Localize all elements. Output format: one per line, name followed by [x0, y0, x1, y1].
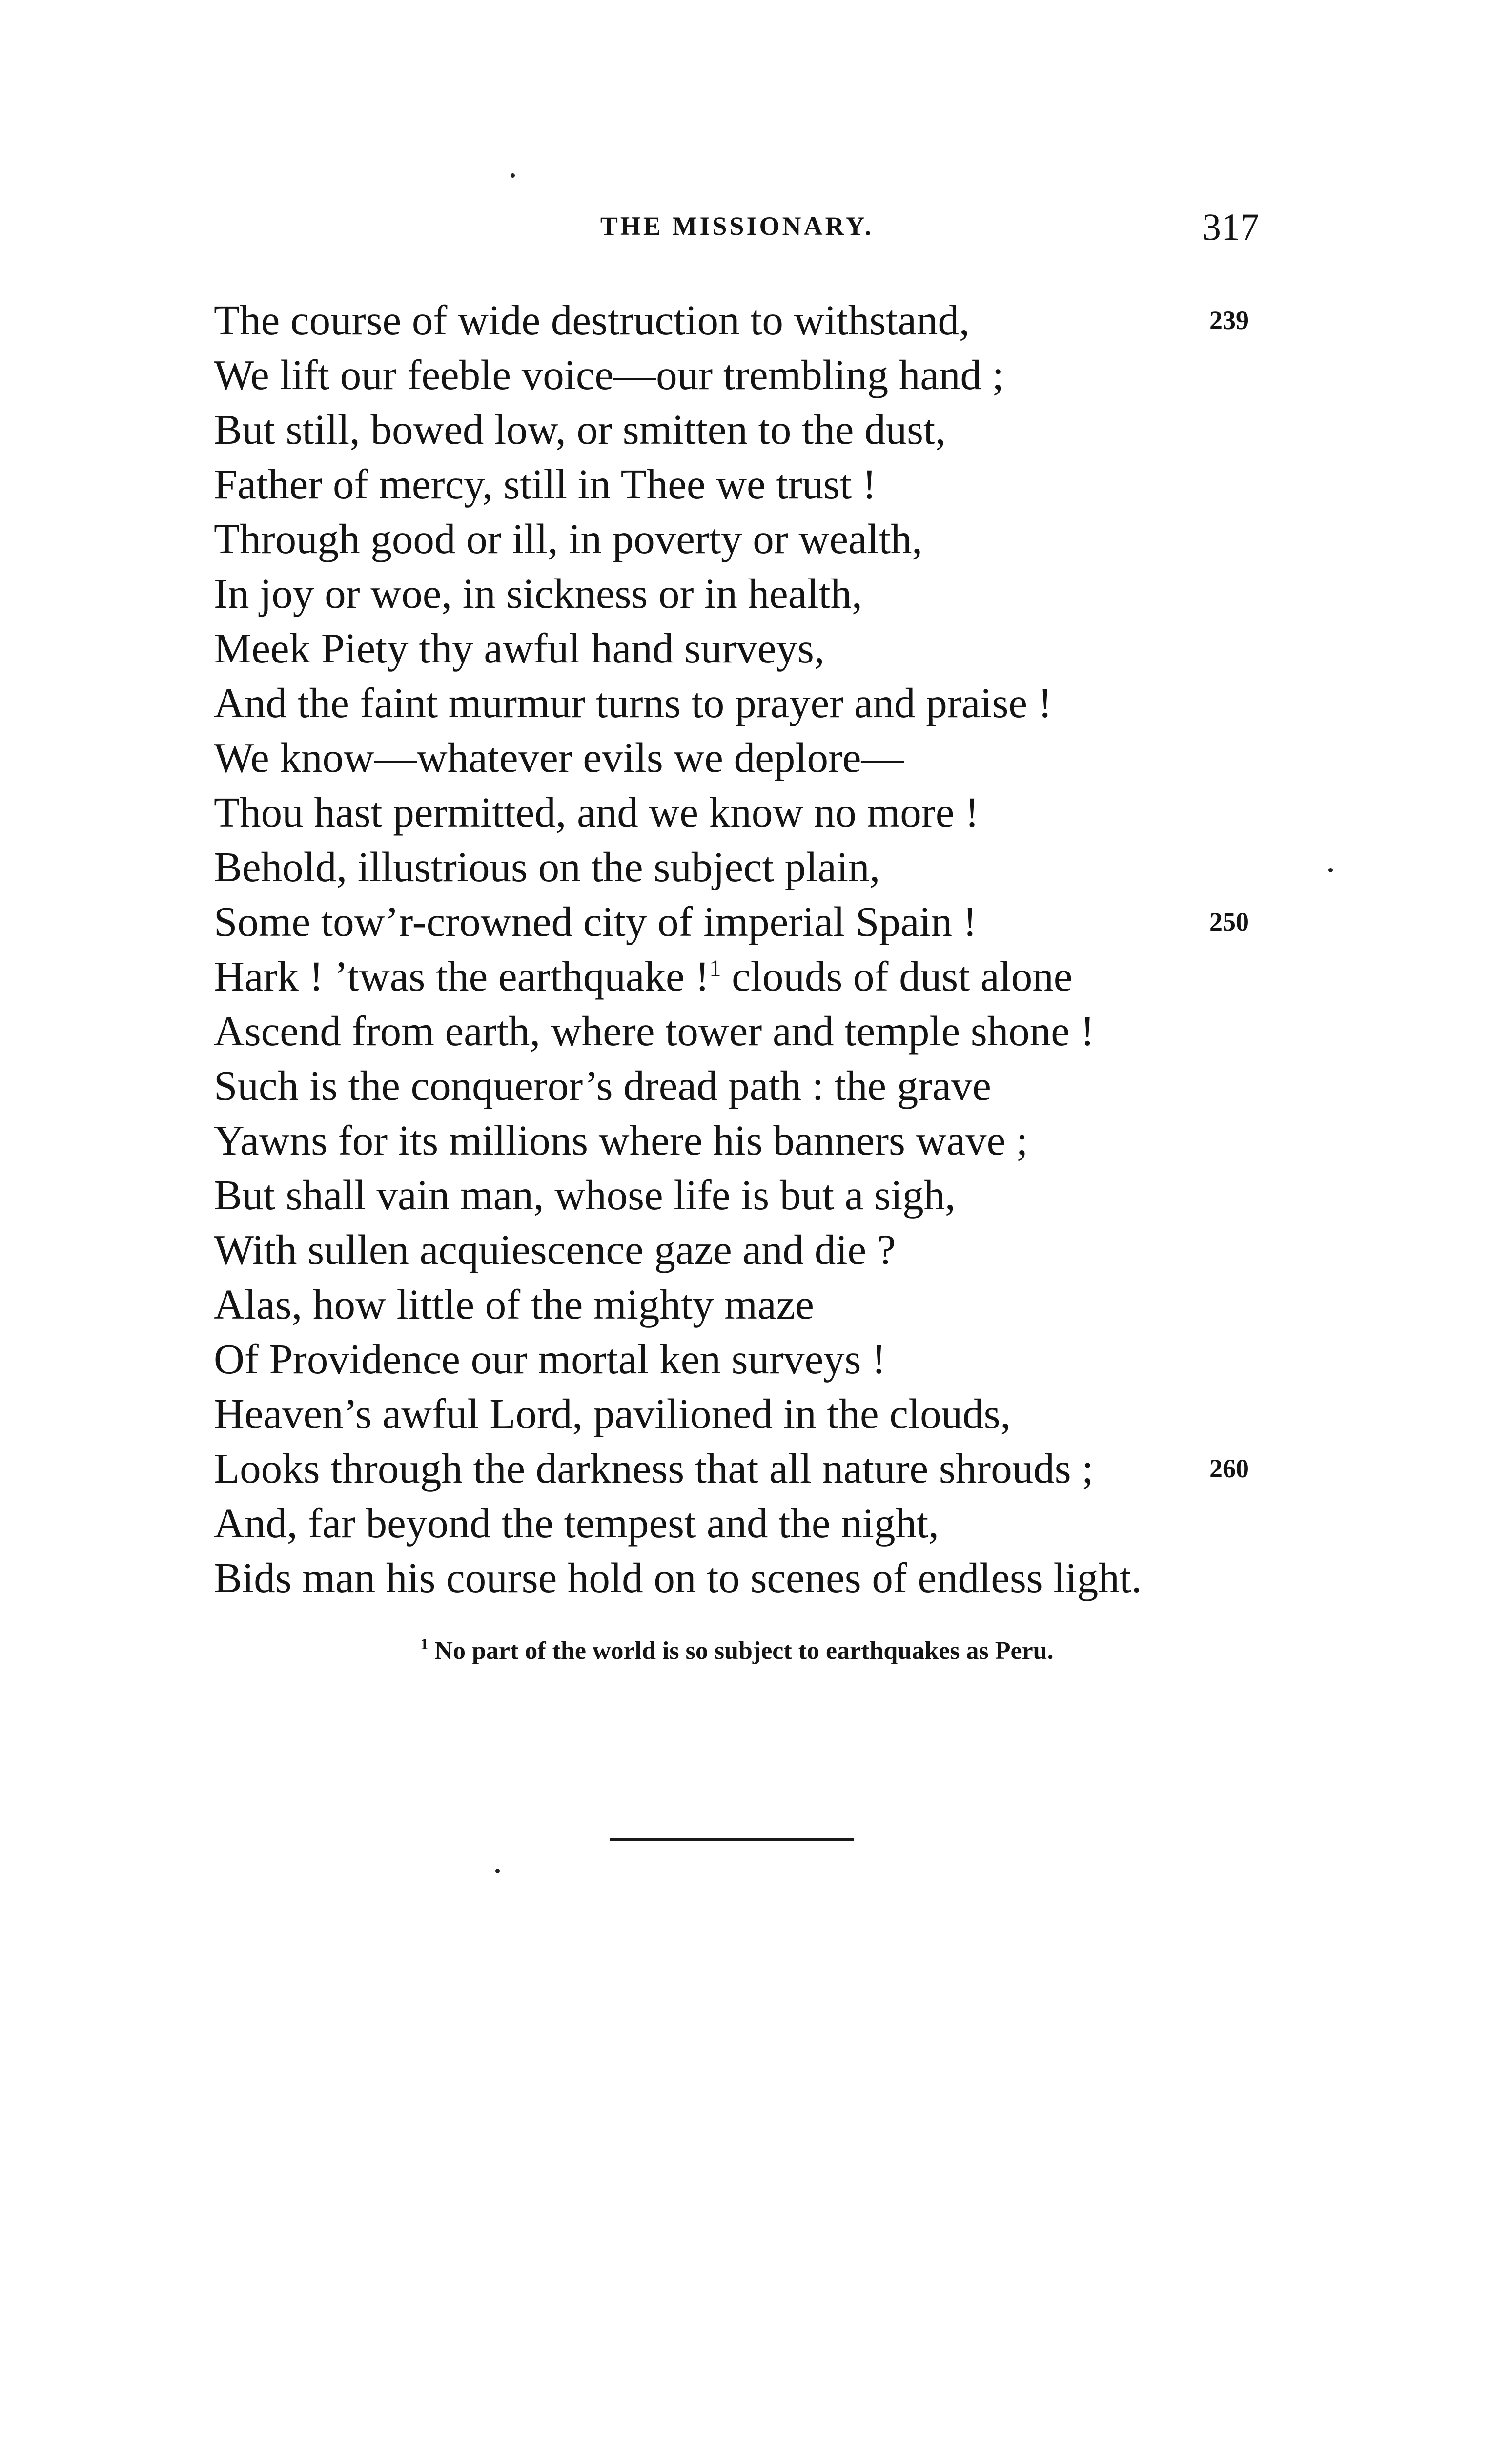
verse-text: Bids man his course hold on to scenes of endless light. [214, 1554, 1142, 1601]
verse-text: Hark ! ’twas the earthquake ! [214, 952, 710, 1000]
verse-text: Through good or ill, in poverty or wealth, [214, 515, 923, 562]
ink-speck [511, 173, 515, 178]
running-head-title: THE MISSIONARY. [600, 211, 874, 241]
end-rule [610, 1838, 854, 1841]
verse-line [214, 1113, 1268, 1168]
verse-text: Behold, illustrious on the subject plain, [214, 843, 880, 890]
verse-line [214, 1496, 1268, 1551]
verse-text: We lift our feeble voice—our trembling hand ; [214, 351, 1004, 398]
verse-line [214, 457, 1268, 512]
verse-text: And the faint murmur turns to prayer and praise ! [214, 679, 1052, 726]
verse-line [214, 1277, 1268, 1332]
verse-text-continued: clouds of dust alone [721, 952, 1073, 1000]
footnote-text: No part of the world is so subject to earthquakes as Peru. [428, 1637, 1054, 1665]
verse-text: Alas, how little of the mighty maze [214, 1281, 814, 1328]
verse-line [214, 676, 1268, 730]
verse-line [214, 512, 1268, 566]
footnote-reference: 1 [709, 955, 721, 981]
verse-text: Meek Piety thy awful hand surveys, [214, 624, 825, 672]
verse-line [214, 402, 1268, 457]
footnote-mark: 1 [420, 1635, 429, 1653]
verse-line [214, 348, 1268, 402]
verse-line [214, 785, 1268, 840]
verse-text: Ascend from earth, where tower and temple shone ! [214, 1007, 1095, 1055]
verse-text: Yawns for its millions where his banners wave ; [214, 1117, 1028, 1164]
verse-text: Looks through the darkness that all nature shrouds ; [214, 1445, 1094, 1492]
running-head [215, 205, 1259, 249]
verse-line [214, 1058, 1268, 1113]
verse-line [214, 840, 1268, 894]
verse-text: But still, bowed low, or smitten to the dust, [214, 406, 946, 453]
verse-text: Heaven’s awful Lord, pavilioned in the clouds, [214, 1390, 1011, 1437]
verse-text: With sullen acquiescence gaze and die ? [214, 1226, 896, 1273]
verse-line [214, 730, 1268, 785]
verse-line [214, 949, 1268, 1004]
verse-line [214, 1441, 1268, 1496]
verse-line [214, 1332, 1268, 1386]
verse-text: We know—whatever evils we deplore— [214, 734, 904, 781]
ink-speck [495, 1869, 500, 1873]
verse-line [214, 1004, 1268, 1058]
verse-line [214, 293, 1268, 348]
verse-line [214, 566, 1268, 621]
poem-body [214, 293, 1268, 1605]
line-number: 250 [1209, 907, 1249, 936]
verse-text: And, far beyond the tempest and the night, [214, 1499, 939, 1547]
verse-line [214, 1168, 1268, 1222]
verse-text: In joy or woe, in sickness or in health, [214, 570, 862, 617]
ink-speck [1328, 868, 1333, 872]
line-number: 260 [1209, 1454, 1249, 1483]
verse-line [214, 1386, 1268, 1441]
line-number: 239 [1209, 306, 1249, 335]
verse-text: Thou hast permitted, and we know no more ! [214, 788, 980, 836]
verse-line [214, 621, 1268, 676]
verse-text: Such is the conqueror’s dread path : the grave [214, 1062, 991, 1109]
verse-line [214, 894, 1268, 949]
verse-text: But shall vain man, whose life is but a sigh, [214, 1171, 956, 1219]
verse-line [214, 1222, 1268, 1277]
verse-text: Some tow’r-crowned city of imperial Spain ! [214, 898, 977, 945]
verse-text: The course of wide destruction to withstand, [214, 296, 970, 344]
verse-text: Father of mercy, still in Thee we trust ! [214, 460, 877, 508]
footnote [215, 1636, 1259, 1665]
verse-line [214, 1551, 1268, 1605]
page-number: 317 [1202, 206, 1259, 248]
verse-text: Of Providence our mortal ken surveys ! [214, 1335, 886, 1383]
